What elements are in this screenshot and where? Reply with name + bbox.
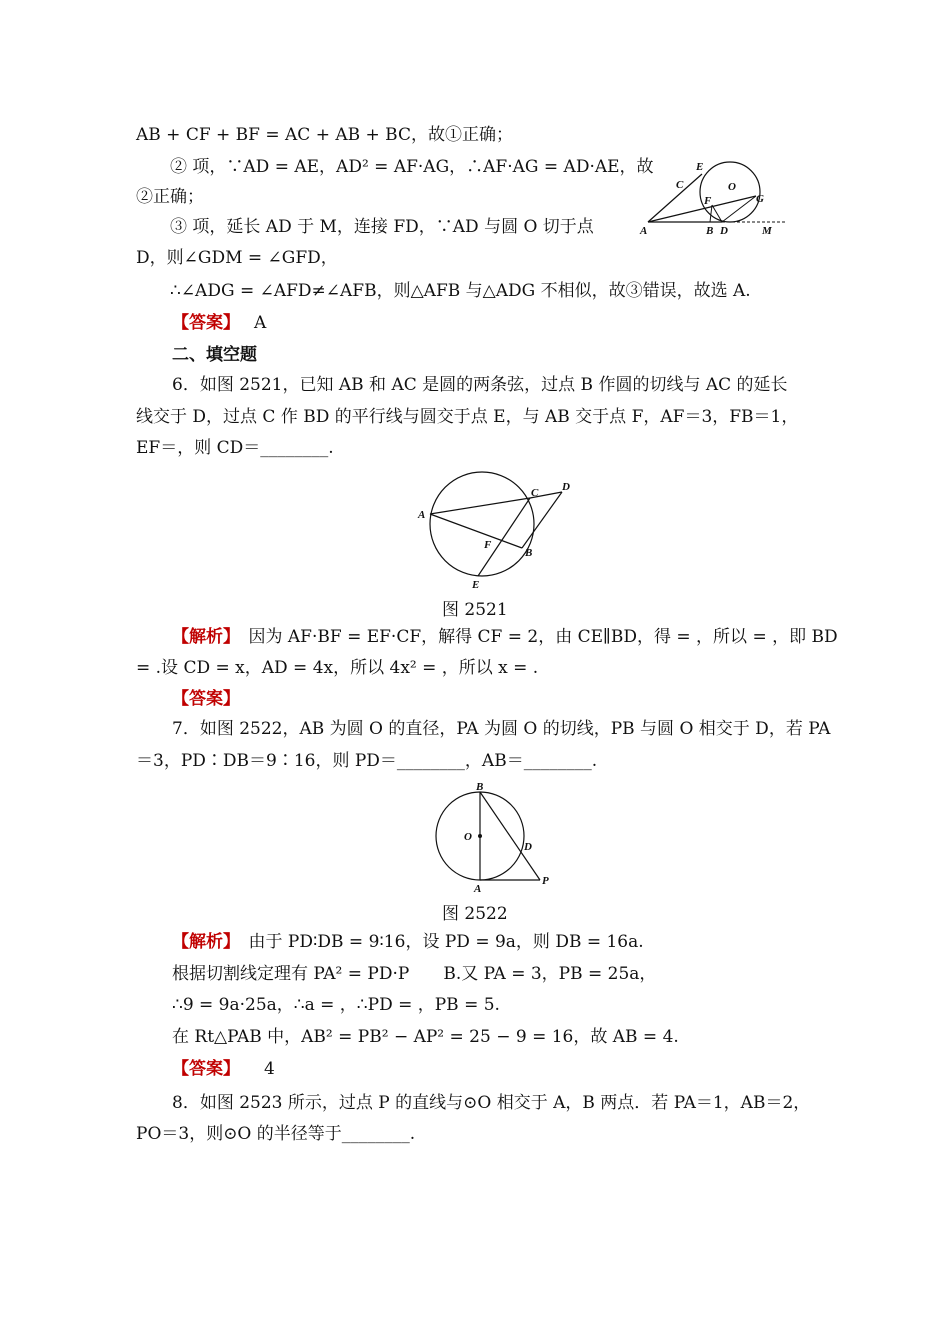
answer-row (172, 312, 266, 334)
text-line: ② 项，∵AD = AE，AD² = AF·AG，∴AF·AG = AD·AE，故 (170, 157, 654, 177)
figure-tangent-circle (636, 152, 796, 240)
fig2522-label-a: A (474, 883, 482, 892)
answer-row (172, 688, 240, 710)
analysis-label: 【解析】 (172, 627, 232, 647)
answer-value: A (254, 313, 267, 333)
question-6-line: 6．如图 2521，已知 AB 和 AC 是圆的两条弦，过点 B 作圆的切线与 AC 的延长 (172, 375, 788, 395)
fig1-label-o: O (728, 181, 736, 193)
text-line: ②正确； (136, 187, 204, 207)
fig1-label-c: C (676, 179, 684, 191)
fig1-label-f: F (704, 195, 712, 207)
fig2522-label-d: D (524, 841, 532, 853)
solution-7-line: 在 Rt△PAB 中，AB² = PB² − AP² = 25 − 9 = 16，故 AB = 4. (172, 1027, 679, 1047)
fig2521-label-e: E (472, 579, 480, 590)
fig2521-label-a: A (418, 509, 426, 521)
question-7-line: 7．如图 2522，AB 为圆 O 的直径，PA 为圆 O 的切线，PB 与圆 O 相交于 D，若 PA (172, 719, 831, 739)
question-6-line: EF＝，则 CD＝________. (136, 438, 334, 458)
question-7-line: ＝3，PD∶DB＝9∶16，则 PD＝________，AB＝________. (136, 751, 598, 771)
answer-label: 【答案】 (172, 689, 240, 709)
answer-label: 【答案】 (172, 1059, 240, 1079)
fig2522-label-o: O (464, 831, 472, 843)
fig2522-label-b: B (476, 781, 484, 793)
question-6-line: 线交于 D，过点 C 作 BD 的平行线与圆交于点 E，与 AB 交于点 F，AF＝3，FB＝1， (136, 407, 799, 427)
text-line: ③ 项，延长 AD 于 M，连接 FD，∵AD 与圆 O 切于点 (170, 217, 594, 237)
figure-2522 (424, 780, 564, 892)
section-heading: 二、填空题 (172, 345, 257, 365)
fig2521-label-b: B (525, 547, 533, 559)
fig2522-label-p: P (542, 875, 549, 887)
text-line: ∴∠ADG = ∠AFD≠∠AFB，则△AFB 与△ADG 不相似，故③错误，故选 A. (170, 281, 751, 301)
solution-text: 由于 PD∶DB = 9∶16，设 PD = 9a，则 DB = 16a. (248, 932, 644, 952)
answer-value: 4 (264, 1059, 275, 1079)
solution-7-line (172, 931, 644, 953)
answer-label: 【答案】 (172, 313, 240, 333)
fig1-label-e: E (696, 161, 704, 173)
fig2521-label-c: C (531, 487, 539, 499)
fig1-label-a: A (640, 225, 648, 237)
solution-6-line (172, 626, 838, 648)
text-line: AB + CF + BF = AC + AB + BC，故①正确； (136, 125, 513, 145)
solution-text: 因为 AF·BF = EF·CF，解得 CF = 2，由 CE∥BD，得 = ，所以 = ，即 BD (248, 627, 838, 647)
question-8-line: PO＝3，则⊙O 的半径等于________. (136, 1124, 416, 1144)
text-line: D，则∠GDM = ∠GFD， (136, 248, 338, 268)
fig1-label-b: B (706, 225, 714, 237)
figure-caption: 图 2522 (442, 904, 508, 924)
fig1-label-g: G (756, 193, 764, 205)
solution-7-line: 根据切割线定理有 PA² = PD·P B.又 PA = 3，PB = 25a， (172, 964, 657, 984)
question-8-line: 8．如图 2523 所示，过点 P 的直线与⊙O 相交于 A，B 两点．若 PA＝1，AB＝2， (172, 1093, 811, 1113)
figure-caption: 图 2521 (442, 600, 508, 620)
fig2521-label-f: F (484, 539, 492, 551)
analysis-label: 【解析】 (172, 932, 232, 952)
solution-7-line: ∴9 = 9a·25a，∴a = ，∴PD = ，PB = 5. (172, 995, 500, 1015)
fig1-label-m: M (762, 225, 772, 237)
fig2521-label-d: D (562, 481, 570, 493)
figure-2521 (412, 468, 582, 590)
solution-6-line: = .设 CD = x，AD = 4x，所以 4x² = ，所以 x = . (136, 658, 539, 678)
answer-row (172, 1058, 275, 1080)
fig1-label-d: D (720, 225, 728, 237)
